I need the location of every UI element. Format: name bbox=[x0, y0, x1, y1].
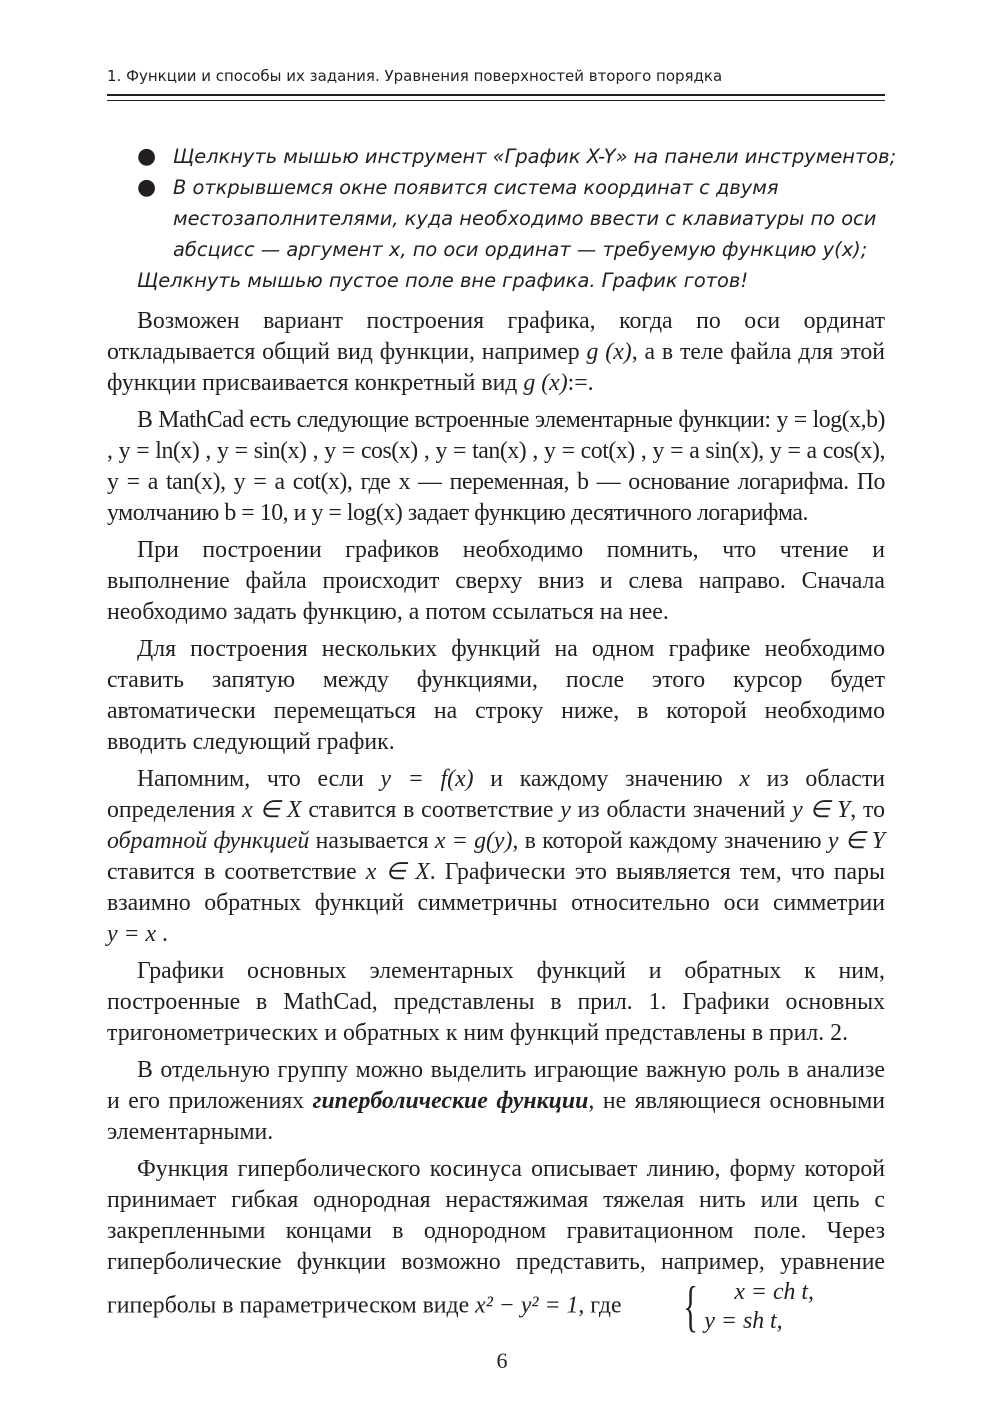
formula: y = f(x) bbox=[380, 766, 474, 792]
formula: y = a tan(x) bbox=[107, 469, 221, 495]
final-step: Щелкнуть мышью пустое поле вне графика. График готов! bbox=[137, 269, 749, 292]
text: В MathCad есть следующие встроенные элементарные функции: bbox=[137, 407, 771, 433]
brace-icon: { bbox=[682, 1276, 698, 1338]
formula: y = sh t, bbox=[704, 1308, 783, 1334]
formula: x = ch t, bbox=[734, 1279, 814, 1305]
formula: y = cot(x) bbox=[544, 438, 635, 464]
paragraph: В MathCad есть следующие встроенные элементарные функции: y = log(x,b) , y = ln(x) , y = sin(x) , y = cos(x) , y = tan(x) , y = cot(x) , y = a sin(x), y = a cos(x), y = a tan(x), y = a cot(x), где x — переменная, b — основание логарифма. По умолчанию b = 10, и y = log(x) задает функцию десятичного логарифма. bbox=[107, 407, 886, 526]
instruction-list bbox=[107, 141, 897, 296]
running-header: 1. Функции и способы их задания. Уравнения поверхностей второго порядка bbox=[107, 67, 723, 85]
formula: y = ln(x) bbox=[118, 438, 200, 464]
paragraph: Графики основных элементарных функций и обратных к ним, построенные в MathCad, представлены в прил. 1. Графики основных тригонометрических и обратных к ним функций представлены в прил. 2. bbox=[107, 958, 885, 1046]
formula: g (x) bbox=[586, 339, 632, 365]
list-item-text: Щелкнуть мышью инструмент «График X-Y» на панели инструментов; bbox=[173, 145, 897, 168]
bullet-icon: ● bbox=[137, 175, 157, 200]
text: где bbox=[584, 1292, 622, 1319]
paragraph bbox=[107, 764, 885, 950]
formula: x ∈ X bbox=[365, 859, 430, 885]
formula: y ∈ Y bbox=[792, 797, 851, 823]
formula: y = x bbox=[107, 921, 157, 947]
header-rule-thin bbox=[107, 100, 885, 101]
page-number: 6 bbox=[496, 1348, 508, 1373]
formula: x bbox=[739, 766, 750, 792]
text: . Графически это выявляется тем, что пары взаимно обратных функций симметричны относительно оси симметрии bbox=[107, 859, 886, 916]
formula: y = tan(x) bbox=[435, 438, 527, 464]
text: , не являющиеся основными элементарными. bbox=[107, 1088, 885, 1145]
text: . bbox=[156, 921, 168, 947]
text: ставится в соответствие bbox=[107, 859, 366, 885]
paragraph bbox=[107, 1055, 885, 1148]
term: гиперболические функции bbox=[312, 1088, 589, 1114]
text: и каждому значению bbox=[473, 766, 740, 792]
formula: x² − y² = 1, bbox=[475, 1292, 585, 1319]
text: , то bbox=[850, 797, 885, 823]
text: В отдельную группу можно выделить играющие важную роль в анализе и его приложениях bbox=[107, 1057, 885, 1114]
paragraph bbox=[107, 1154, 885, 1336]
list-item bbox=[107, 172, 897, 265]
equation-system bbox=[624, 1278, 814, 1336]
text: называется bbox=[309, 828, 435, 854]
formula: y bbox=[560, 797, 571, 823]
body-text bbox=[107, 306, 885, 1336]
paragraph: При построении графиков необходимо помнить, что чтение и выполнение файла происходит сверху вниз и слева направо. Сначала необходимо задать функцию, а потом ссылаться на нее. bbox=[107, 537, 885, 625]
list-item-text: В открывшемся окне появится система координат с двумя местозаполнителями, куда необходимо ввести с клавиатуры по оси абсцисс — аргумент x, по оси ординат — требуемую функцию y(x); bbox=[173, 176, 877, 261]
text: из области определения bbox=[107, 766, 885, 823]
text: , где x — переменная, b — основание логарифма. По умолчанию b = 10, и bbox=[107, 469, 885, 526]
text: Напомним, что если bbox=[137, 766, 381, 792]
formula: g (x) bbox=[523, 370, 568, 396]
header-rule-thick bbox=[107, 94, 885, 96]
bullet-icon: ● bbox=[137, 144, 157, 169]
text: , а в теле файла для этой функции присваивается конкретный вид bbox=[107, 339, 885, 396]
formula: y = cos(x) bbox=[324, 438, 418, 464]
paragraph bbox=[107, 306, 885, 399]
text: Функция гиперболического косинуса описывает линию, форму которой принимает гибкая однородная нерастяжимая тяжелая нить или цепь с закрепленными концами в однородном гравитационном поле. Через гиперболические функции возможно представить, например, уравнение гиперболы в параметрическом виде bbox=[107, 1156, 885, 1319]
formula: y = log(x,b) bbox=[776, 407, 886, 433]
paragraph: Для построения нескольких функций на одном графике необходимо ставить запятую между функциями, после этого курсор будет автоматически перемещаться на строку ниже, в которой необходимо вводить следующий график. bbox=[107, 636, 885, 755]
text: :=. bbox=[567, 370, 594, 396]
formula: y = a sin(x) bbox=[652, 438, 759, 464]
formula: y = log(x) bbox=[311, 500, 403, 526]
text: , в которой каждому значению bbox=[512, 828, 828, 854]
formula: x ∈ X bbox=[242, 797, 302, 823]
term: обратной функцией bbox=[107, 828, 310, 854]
text: Возможен вариант построения графика, когда по оси ординат откладывается общий вид функции, например bbox=[107, 308, 885, 365]
text: из области значений bbox=[570, 797, 793, 823]
formula: y = a cos(x) bbox=[769, 438, 880, 464]
formula: y = sin(x) bbox=[217, 438, 307, 464]
formula: x = g(y) bbox=[434, 828, 513, 854]
text: задает функцию десятичного логарифма. bbox=[402, 500, 809, 526]
text: ставится в соответствие bbox=[301, 797, 561, 823]
list-item bbox=[107, 141, 897, 172]
formula: y ∈ Y bbox=[827, 828, 885, 854]
formula: y = a cot(x) bbox=[233, 469, 347, 495]
